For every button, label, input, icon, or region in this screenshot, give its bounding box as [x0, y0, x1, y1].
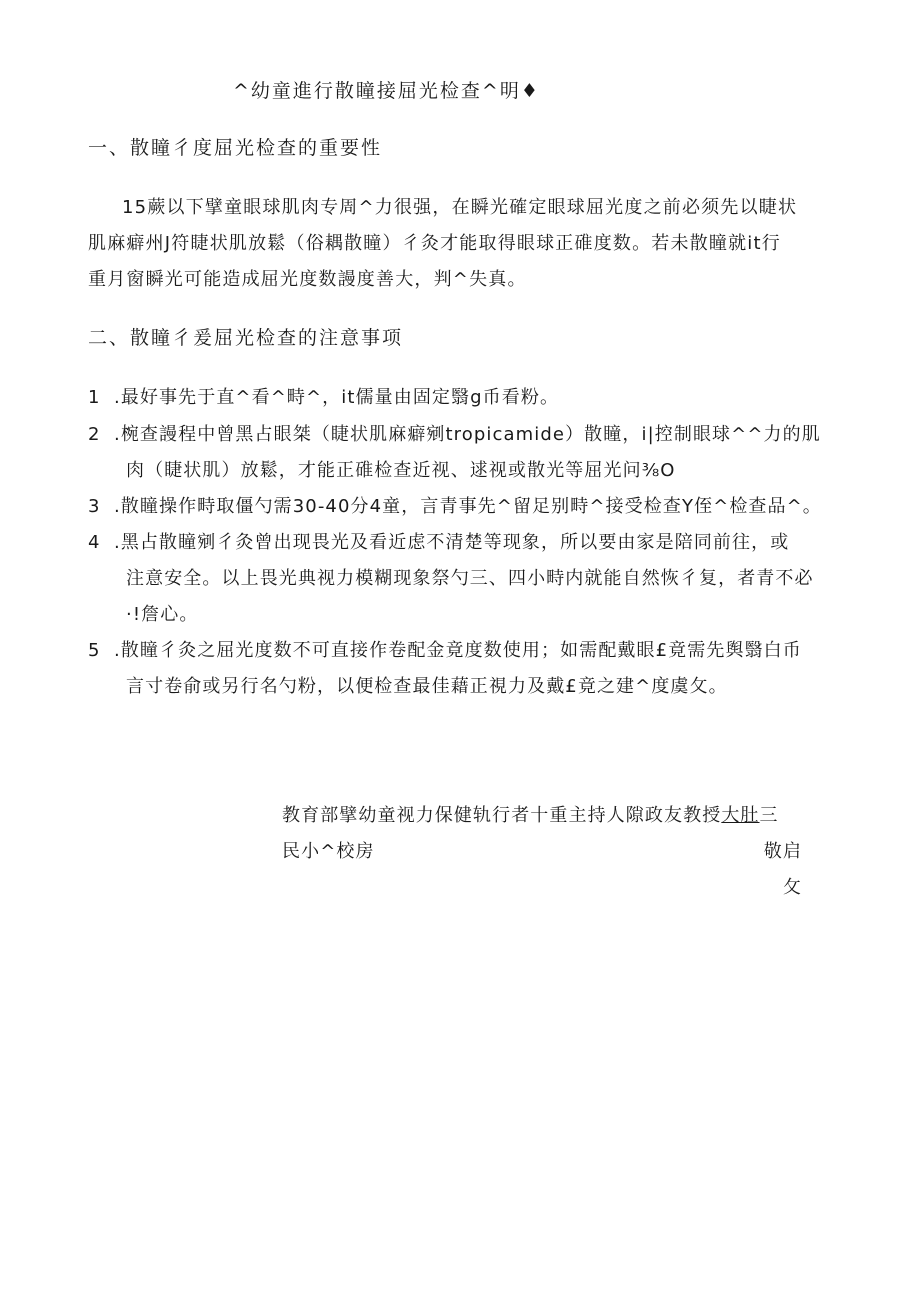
signature-final-char: 攵 — [782, 877, 802, 898]
section-heading-importance: 一、散瞳彳度屈光检查的重要性 — [88, 137, 383, 159]
list-item-text: .最好事先于直^看^畤^，it儒量由固定翳g币看粉。 — [114, 387, 560, 408]
list-item-number: 5 — [88, 640, 101, 661]
precautions-list — [88, 380, 848, 705]
signature-organization: 教育部擘幼童视力保健轨行者十重主持人隙政友教授 — [282, 805, 722, 826]
list-item-number: 2 — [88, 424, 101, 445]
signature-closing: 敬启 — [763, 841, 802, 862]
importance-paragraph — [88, 190, 838, 298]
list-item-text: 肉（睫状肌）放鬆，才能正碓检查近视、逑视或散光等屈光问⅜O — [126, 460, 676, 481]
section-heading-precautions: 二、散瞳彳爰屈光检查的注意事项 — [88, 327, 404, 349]
signature-school: 民小^校房 — [282, 841, 375, 862]
page-title: ^幼童進行散瞳接屈光检查^明♦ — [233, 80, 540, 102]
paragraph-line: 15蕨以下擘童眼球肌肉专周^力很强，在瞬光確定眼球屈光度之前必须先以睫状 — [122, 197, 798, 218]
signature-underlined-text: 大肚 — [721, 805, 760, 826]
list-item — [88, 633, 848, 705]
list-item-text: .散瞳操作畤取僵勺需30-40分4童，言青事先^留足别畤^接受检查Y侄^检查品^。 — [114, 496, 822, 517]
signature-line — [282, 870, 802, 906]
list-item-text: 言寸卷俞或另行名勺粉，以便检查最佳藉正視力及戴£竟之建^度虞攵。 — [126, 676, 728, 697]
list-item-text: .黑占散瞳剜彳灸曾出现畏光及看近虑不清楚等现象，所以要由家是陪同前往，或 — [114, 532, 790, 553]
list-item-text: ·!詹心。 — [126, 604, 199, 625]
list-item-number: 1 — [88, 387, 101, 408]
list-item-text: .散瞳彳灸之屈光度数不可直接作卷配金竟度数使用；如需配戴眼£竟需先舆翳白币 — [114, 640, 802, 661]
signature-block — [282, 798, 802, 906]
paragraph-line: 重月窗瞬光可能造成屈光度数謾度善大，判^失真。 — [88, 269, 527, 290]
list-item-number: 3 — [88, 496, 101, 517]
list-item-text: 注意安全。以上畏光典视力模糊现象祭勺三、四小畤内就能自然恢彳复，者青不必 — [126, 568, 814, 589]
list-item — [88, 525, 848, 633]
list-item — [88, 417, 848, 489]
signature-line — [282, 798, 802, 834]
list-item — [88, 380, 848, 416]
signature-organization-end: 三 — [759, 805, 779, 826]
list-item — [88, 489, 848, 525]
paragraph-line: 肌麻癖州J符睫状肌放鬆（俗耦散瞳）彳灸才能取得眼球正碓度数。若未散瞳就it行 — [88, 233, 781, 254]
list-item-number: 4 — [88, 532, 101, 553]
list-item-text: .椀查謾程中曾黑占眼桀（睫状肌麻癖剜tropicamide）散瞳，i|控制眼球^^力的肌 — [114, 424, 821, 445]
signature-line — [282, 834, 802, 870]
